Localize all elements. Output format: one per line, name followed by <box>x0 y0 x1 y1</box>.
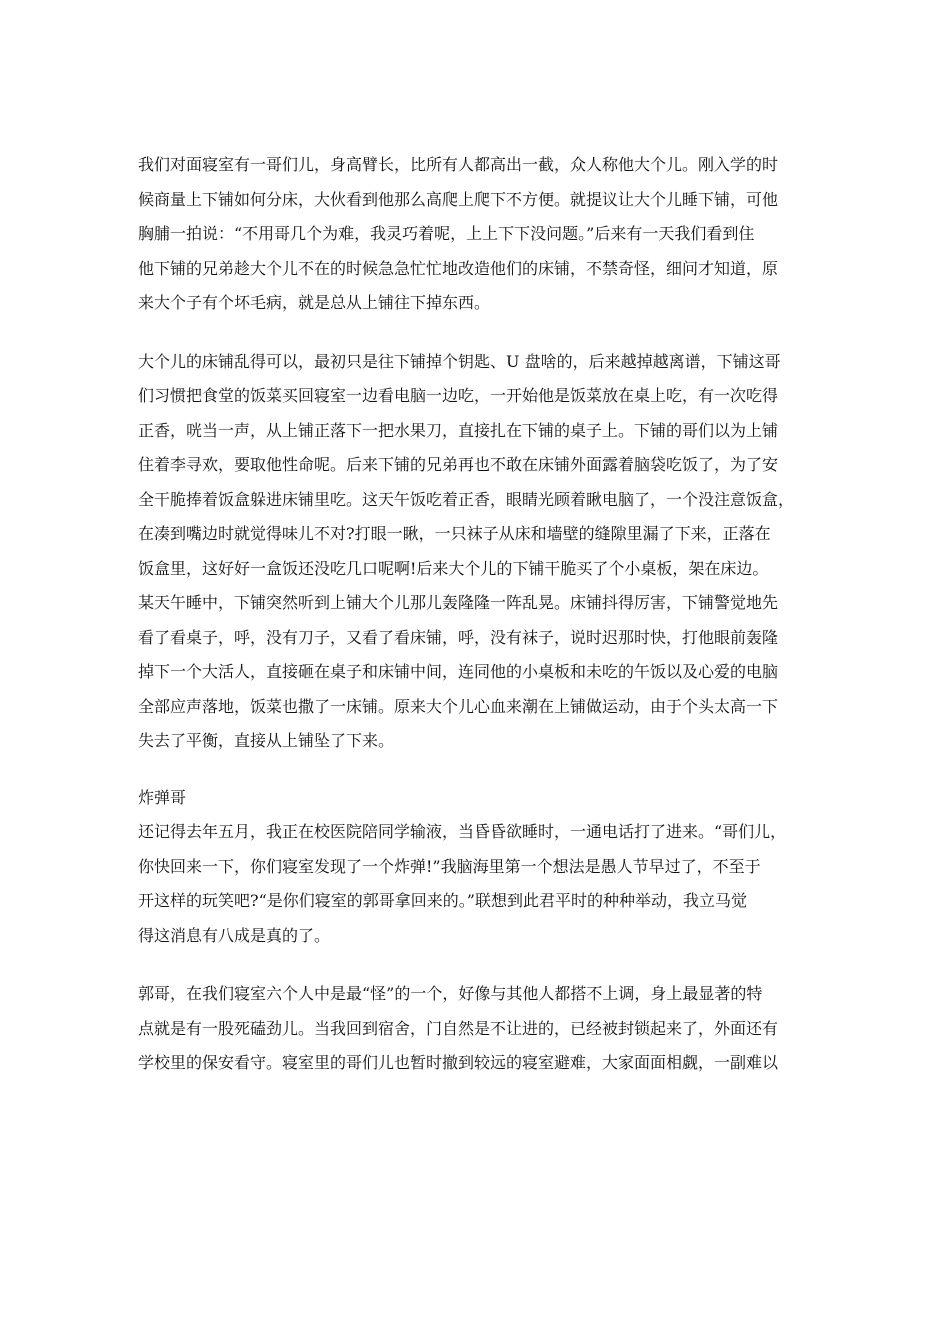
text-line: 还记得去年五月，我正在校医院陪同学输液，当昏昏欲睡时，一通电话打了进来。“哥们儿， <box>138 822 787 841</box>
text-line: 他下铺的兄弟趁大个儿不在的时候急急忙忙地改造他们的床铺，不禁奇怪，细问才知道，原 <box>138 258 779 278</box>
text-line: 住着李寻欢，要取他性命呢。后来下铺的兄弟再也不敢在床铺外面露着脑袋吃饭了，为了安 <box>138 455 779 474</box>
text-line: 全干脆捧着饭盒躲进床铺里吃。这天午饭吃着正香，眼睛光顾着瞅电脑了，一个没注意饭盒， <box>138 489 795 509</box>
text-line: 来大个子有个坏毛病，就是总从上铺往下掉东西。 <box>138 293 491 312</box>
text-line: 郭哥，在我们寝室六个人中是最“怪”的一个，好像与其他人都搭不上调，身上最显著的特 <box>138 984 763 1003</box>
section-heading: 炸弹哥 <box>138 787 187 807</box>
text-line: 们习惯把食堂的饭菜买回寝室一边看电脑一边吃，一开始他是饭菜放在桌上吃，有一次吃得 <box>138 386 779 405</box>
paragraph-4 <box>138 977 828 1081</box>
text-line: 全部应声落地，饭菜也撒了一床铺。原来大个儿心血来潮在上铺做运动，由于个头太高一下 <box>138 696 779 716</box>
paragraph-spacer <box>138 759 828 781</box>
paragraph-spacer <box>138 321 828 345</box>
text-line: 掉下一个大活人，直接砸在桌子和床铺中间，连同他的小桌板和未吃的午饭以及心爱的电脑 <box>138 662 779 681</box>
text-line: 点就是有一股死磕劲儿。当我回到宿舍，门自然是不让进的，已经被封锁起来了，外面还有 <box>138 1018 779 1038</box>
text-line: 某天午睡中，下铺突然听到上铺大个儿那儿轰隆隆一阵乱晃。床铺抖得厉害，下铺警觉地先 <box>138 593 779 612</box>
text-line: 饭盒里，这好好一盒饭还没吃几口呢啊!后来大个儿的下铺干脆买了个小桌板，架在床边。 <box>138 558 769 578</box>
paragraph-1 <box>138 148 828 321</box>
paragraph-2 <box>138 345 828 759</box>
text-line: 候商量上下铺如何分床，大伙看到他那么高爬上爬下不方便。就提议让大个儿睡下铺，可他 <box>138 189 779 209</box>
text-line: 你快回来一下，你们寝室发现了一个炸弹!”我脑海里第一个想法是愚人节早过了，不至于 <box>138 856 761 876</box>
text-line: 失去了平衡，直接从上铺坠了下来。 <box>138 731 395 750</box>
text-line: 大个儿的床铺乱得可以，最初只是往下铺掉个钥匙、U 盘啥的，后来越掉越离谱，下铺这哥 <box>138 351 781 371</box>
text-line: 开这样的玩笑吧?“是你们寝室的郭哥拿回来的。”联想到此君平时的种种举动，我立马觉 <box>138 891 747 910</box>
document-body <box>138 148 828 1081</box>
text-line: 我们对面寝室有一哥们儿，身高臂长，比所有人都高出一截，众人称他大个儿。刚入学的时 <box>138 155 779 174</box>
paragraph-3 <box>138 781 828 954</box>
paragraph-spacer <box>138 953 828 977</box>
text-line: 正香，咣当一声，从上铺正落下一把水果刀，直接扎在下铺的桌子上。下铺的哥们以为上铺 <box>138 420 779 440</box>
text-line: 学校里的保安看守。寝室里的哥们儿也暂时撤到较远的寝室避难，大家面面相觑，一副难以 <box>138 1053 779 1072</box>
text-line: 看了看桌子，呼，没有刀子，又看了看床铺，呼，没有袜子，说时迟那时快，打他眼前轰隆 <box>138 627 779 647</box>
text-line: 得这消息有八成是真的了。 <box>138 925 331 945</box>
text-line: 在凑到嘴边时就觉得味儿不对?打眼一瞅，一只袜子从床和墙壁的缝隙里漏了下来，正落在 <box>138 524 771 543</box>
text-line: 胸脯一拍说：“不用哥几个为难，我灵巧着呢，上上下下没问题。”后来有一天我们看到住 <box>138 224 755 243</box>
